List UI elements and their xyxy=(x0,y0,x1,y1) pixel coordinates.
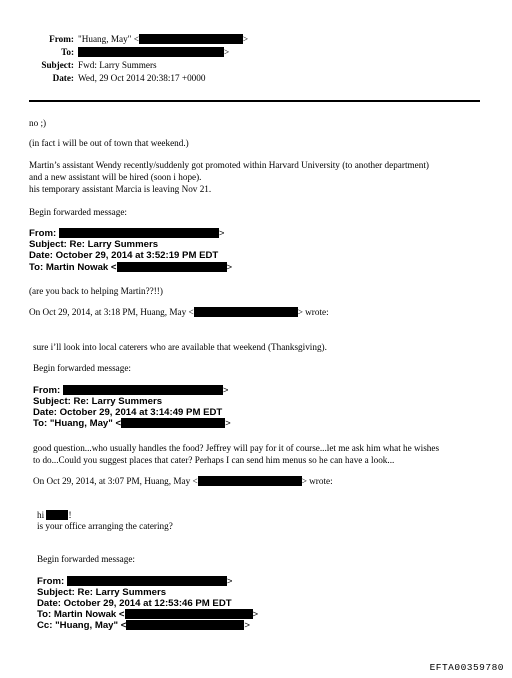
redaction-box xyxy=(78,47,224,57)
fwd-subject: Subject: Re: Larry Summers xyxy=(29,239,159,250)
redaction-box xyxy=(125,609,253,619)
body-line: and a new assistant will be hired (soon i hope). xyxy=(29,172,202,182)
body-line: his temporary assistant Marcia is leaving Nov 21. xyxy=(29,184,212,194)
redaction-box xyxy=(139,34,243,44)
body-line: (in fact i will be out of town that weekend.) xyxy=(29,138,189,148)
body-line: no ;) xyxy=(29,118,47,128)
body-line: Begin forwarded message: xyxy=(37,554,135,564)
header-subject-label: Subject: xyxy=(41,60,74,70)
header-to-row: To: > xyxy=(0,47,229,58)
body-line: to do...Could you suggest places that cater? Perhaps I can send him menus so he can have a look... xyxy=(33,455,395,465)
body-line: is your office arranging the catering? xyxy=(37,521,173,531)
fwd-to-row: To: Martin Nowak < > xyxy=(37,609,259,620)
redaction-box xyxy=(126,620,244,630)
header-divider xyxy=(29,100,480,102)
redaction-box xyxy=(198,476,302,486)
redaction-box xyxy=(59,228,219,238)
header-from-value: "Huang, May" < xyxy=(78,34,139,44)
redaction-box xyxy=(67,576,227,586)
header-subject-row xyxy=(0,60,157,71)
header-from-label: From: xyxy=(49,34,74,44)
body-line: Martin’s assistant Wendy recently/suddenly got promoted within Harvard University (to another department) xyxy=(29,160,429,170)
quote-intro: On Oct 29, 2014, at 3:18 PM, Huang, May < > wrote: xyxy=(29,307,329,317)
body-line: Begin forwarded message: xyxy=(29,207,127,217)
redaction-box xyxy=(121,418,225,428)
quote-intro: On Oct 29, 2014, at 3:07 PM, Huang, May < > wrote: xyxy=(33,476,333,486)
fwd-subject: Subject: Re: Larry Summers xyxy=(37,587,167,598)
body-line: sure i’ll look into local caterers who are available that weekend (Thanksgiving). xyxy=(33,342,327,352)
fwd-subject: Subject: Re: Larry Summers xyxy=(33,396,163,407)
fwd-to-row: To: Martin Nowak < > xyxy=(29,262,233,273)
header-date-label: Date: xyxy=(52,73,74,83)
header-to-label: To: xyxy=(61,47,74,57)
header-date-row xyxy=(0,73,205,84)
header-date-value: Wed, 29 Oct 2014 20:38:17 +0000 xyxy=(78,73,206,83)
fwd-to-row: To: "Huang, May" < > xyxy=(33,418,231,429)
redaction-box xyxy=(117,262,227,272)
body-line: (are you back to helping Martin??!!) xyxy=(29,286,163,296)
fwd-from-row: From: > xyxy=(29,228,225,239)
header-subject-value: Fwd: Larry Summers xyxy=(78,60,157,70)
fwd-date: Date: October 29, 2014 at 12:53:46 PM EDT xyxy=(37,598,232,609)
fwd-from-row: From: > xyxy=(37,576,233,587)
redaction-box xyxy=(46,510,68,520)
redaction-box xyxy=(194,307,298,317)
fwd-date: Date: October 29, 2014 at 3:52:19 PM EDT xyxy=(29,250,219,261)
document-id: EFTA00359780 xyxy=(429,662,504,673)
fwd-from-row: From: > xyxy=(33,385,229,396)
fwd-date: Date: October 29, 2014 at 3:14:49 PM EDT xyxy=(33,407,223,418)
fwd-cc-row: Cc: "Huang, May" < > xyxy=(37,620,250,631)
redaction-box xyxy=(63,385,223,395)
header-from-row: From: "Huang, May" < > xyxy=(0,34,248,45)
greeting-row: hi ! xyxy=(37,510,72,520)
body-line: Begin forwarded message: xyxy=(33,363,131,373)
body-line: good question...who usually handles the food? Jeffrey will pay for it of course...let me ask him what he wishes xyxy=(33,443,440,453)
